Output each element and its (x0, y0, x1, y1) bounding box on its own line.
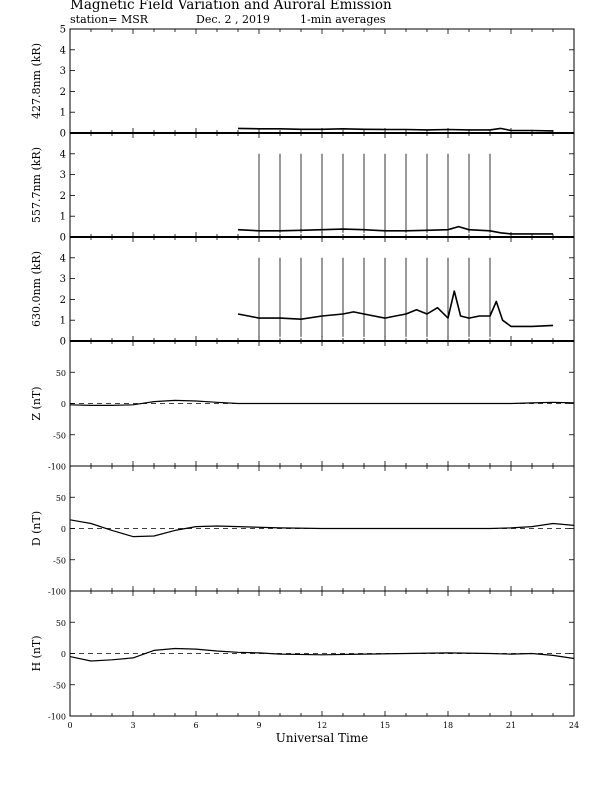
y-tick-label: 2 (59, 294, 66, 306)
y-tick-label: 4 (59, 149, 66, 161)
y-tick-label: 0 (59, 336, 66, 348)
y-tick-label: -50 (53, 431, 66, 441)
x-tick-label: 21 (505, 721, 517, 730)
y-tick-label: 4 (59, 45, 66, 57)
y-tick-label: 0 (59, 232, 66, 244)
series-line-2-0 (238, 291, 553, 326)
y-tick-label: -50 (53, 556, 66, 566)
y-tick-label: 1 (59, 315, 66, 327)
x-tick-label: 18 (442, 721, 454, 730)
station-label: station= MSR (70, 13, 149, 26)
y-tick-label: 5 (59, 24, 66, 36)
y-tick-label: 50 (55, 368, 66, 378)
x-tick-label: 15 (379, 721, 391, 730)
y-tick-label: 0 (60, 650, 66, 659)
y-tick-label: 2 (59, 190, 66, 202)
y-axis-label: 557.7nm (kR) (30, 146, 43, 224)
y-tick-label: 4 (59, 253, 66, 265)
x-tick-label: 24 (568, 721, 580, 730)
y-tick-label: 1 (59, 211, 66, 223)
series-line-1-0 (238, 227, 553, 234)
x-tick-label: 12 (316, 721, 328, 730)
y-tick-label: 3 (59, 274, 66, 286)
y-tick-label: 2 (59, 86, 66, 98)
y-axis-label: 427.8nm (kR) (30, 42, 43, 120)
series-line-5-0 (70, 649, 574, 662)
y-tick-label: 0 (59, 128, 66, 140)
y-tick-label: -100 (48, 712, 66, 722)
y-tick-label: -100 (48, 587, 66, 597)
y-tick-label: 50 (55, 618, 66, 628)
y-axis-label: Z (nT) (30, 386, 43, 421)
series-line-3-0 (70, 400, 574, 405)
x-axis-label: Universal Time (275, 731, 369, 745)
x-tick-label: 9 (256, 721, 262, 730)
y-tick-label: 3 (59, 66, 66, 78)
chart-title: Magnetic Field Variation and Auroral Emission (70, 0, 392, 13)
y-tick-label: -50 (53, 681, 66, 691)
y-tick-label: 0 (60, 400, 66, 409)
y-tick-label: 3 (59, 170, 66, 182)
x-tick-label: 0 (67, 721, 73, 730)
y-tick-label: 50 (55, 493, 66, 503)
y-tick-label: -100 (48, 462, 66, 472)
panel-frame-0 (70, 29, 574, 133)
series-line-0-0 (238, 128, 553, 131)
y-axis-label: D (nT) (30, 510, 43, 547)
averaging-label: 1-min averages (300, 13, 386, 26)
x-tick-label: 3 (130, 721, 136, 730)
y-tick-label: 1 (59, 107, 66, 119)
y-tick-label: 0 (60, 525, 66, 534)
y-axis-label: 630.0nm (kR) (30, 250, 43, 328)
date-label: Dec. 2 , 2019 (196, 13, 270, 26)
x-tick-label: 6 (193, 721, 199, 730)
y-axis-label: H (nT) (30, 635, 43, 672)
